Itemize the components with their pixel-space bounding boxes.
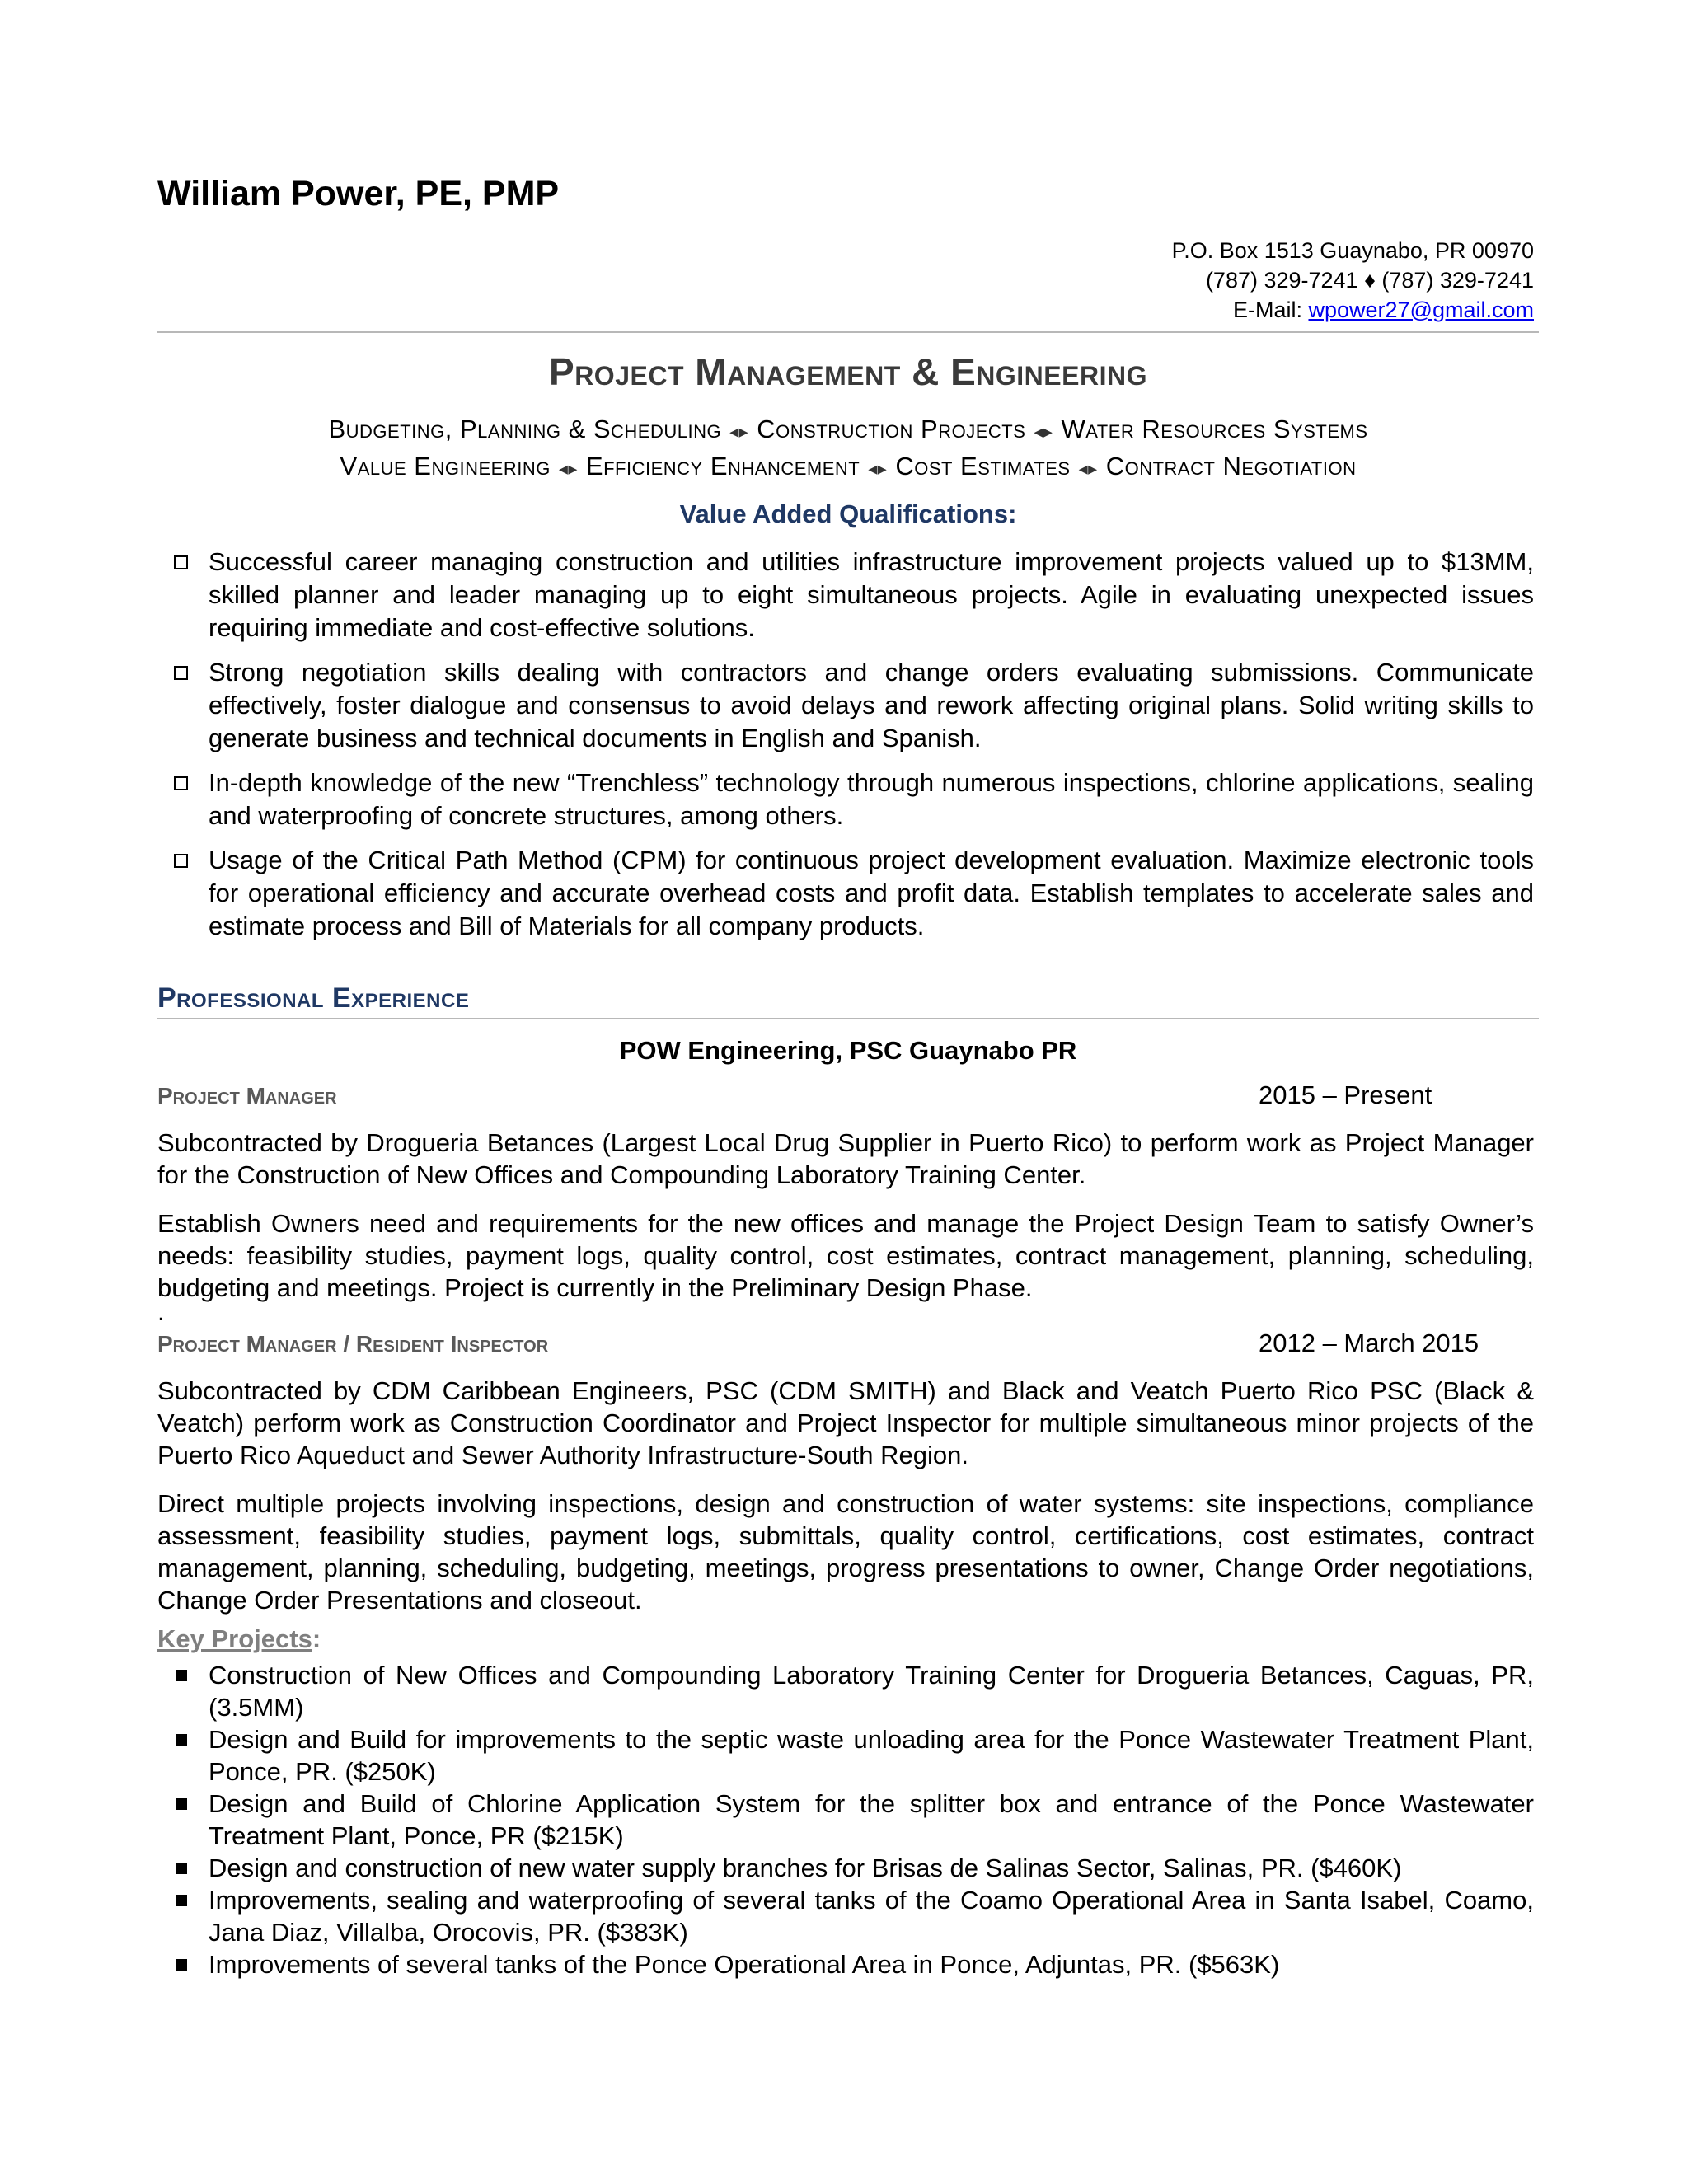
company-name: POW Engineering, PSC Guaynabo PR bbox=[619, 1035, 1077, 1065]
project-item: Construction of New Offices and Compounding Laboratory Training Center for Drogueria Betances, Caguas, PR, (3.5MM) bbox=[157, 1659, 1539, 1723]
project-item: Improvements of several tanks of the Ponce Operational Area in Ponce, Adjuntas, PR. ($563K) bbox=[157, 1948, 1539, 1980]
skills-row-1 bbox=[157, 412, 1539, 449]
square-bullet-icon bbox=[176, 1959, 187, 1971]
skills-banner bbox=[157, 412, 1539, 486]
candidate-name: William Power, PE, PMP bbox=[157, 174, 560, 213]
square-bullet-icon bbox=[176, 1863, 187, 1874]
skill-item: Cost Estimates bbox=[895, 451, 1071, 480]
checkbox-bullet-icon bbox=[174, 666, 188, 680]
email-line bbox=[157, 295, 1534, 325]
role-header bbox=[157, 1329, 1539, 1358]
contact-block bbox=[157, 236, 1539, 325]
project-item: Design and Build of Chlorine Application System for the splitter box and entrance of the Ponce Wastewater Treatment Plant, Ponce, PR ($215K) bbox=[157, 1788, 1539, 1852]
checkbox-bullet-icon bbox=[174, 854, 188, 868]
skill-item: Budgeting, Planning & Scheduling bbox=[328, 414, 722, 443]
role-title: Project Manager bbox=[157, 1082, 337, 1108]
role-dates: 2015 – Present bbox=[1259, 1080, 1432, 1109]
qualification-item: In-depth knowledge of the new “Trenchless” technology through numerous inspections, chlorine applications, sealing and waterproofing of concrete structures, among others. bbox=[157, 766, 1539, 832]
email-label: E-Mail: bbox=[1232, 297, 1309, 322]
skill-separator-icon: ◂▸ bbox=[868, 457, 888, 479]
skill-separator-icon: ◂▸ bbox=[558, 457, 578, 479]
qualification-item: Successful career managing construction and utilities infrastructure improvement projects valued up to $13MM, skilled planner and leader managing up to eight simultaneous projects. Agile in evaluating unexpected issues requiring immediate and cost-effective solutions. bbox=[157, 546, 1539, 644]
skill-item: Construction Projects bbox=[757, 414, 1026, 443]
resume-page bbox=[157, 173, 1539, 1980]
skill-separator-icon: ◂▸ bbox=[729, 420, 749, 442]
skill-item: Water Resources Systems bbox=[1061, 414, 1368, 443]
email-link[interactable]: wpower27@gmail.com bbox=[1308, 297, 1534, 322]
square-bullet-icon bbox=[176, 1895, 187, 1906]
role-description: Direct multiple projects involving inspections, design and construction of water systems: site inspections, compliance assessment, feasibility studies, payment logs, submittals, quality control, certifications, cost estimates, contract management, planning, scheduling, budgeting, meetings, progress presentations to owner, Change Order negotiations, Change Order Presentations and closeout. bbox=[157, 1488, 1534, 1615]
qualification-item: Usage of the Critical Path Method (CPM) for continuous project development evaluation. Maximize electronic tools for operational efficiency and accurate overhead costs and profit data. Establish templates to accelerate sales and estimate process and Bill of Materials for all company products. bbox=[157, 844, 1539, 943]
experience-divider bbox=[157, 1018, 1539, 1019]
qualification-item: Strong negotiation skills dealing with contractors and change orders evaluating submissions. Communicate effectively, foster dialogue and consensus to avoid delays and rework affecting original plans. Solid writing skills to generate business and technical documents in English and Spanish. bbox=[157, 656, 1539, 755]
experience-section-title: Professional Experience bbox=[157, 982, 470, 1014]
stray-period: . bbox=[157, 1296, 165, 1326]
role-dates: 2012 – March 2015 bbox=[1259, 1328, 1479, 1357]
key-projects-title: Key Projects: bbox=[157, 1624, 321, 1653]
square-bullet-icon bbox=[176, 1798, 187, 1810]
header-divider bbox=[157, 331, 1539, 333]
role-description: Establish Owners need and requirements for the new offices and manage the Project Design Team to satisfy Owner’s needs: feasibility studies, payment logs, quality control, cost estimates, contract management, planning, scheduling, budgeting and meetings. Project is currently in the Preliminary Design Phase. bbox=[157, 1208, 1534, 1302]
skill-item: Contract Negotiation bbox=[1105, 451, 1357, 480]
skills-row-2 bbox=[157, 449, 1539, 486]
skill-item: Value Engineering bbox=[340, 451, 551, 480]
project-item: Design and Build for improvements to the septic waste unloading area for the Ponce Wastewater Treatment Plant, Ponce, PR. ($250K) bbox=[157, 1723, 1539, 1788]
checkbox-bullet-icon bbox=[174, 776, 188, 790]
checkbox-bullet-icon bbox=[174, 555, 188, 569]
skill-separator-icon: ◂▸ bbox=[1034, 420, 1053, 442]
square-bullet-icon bbox=[176, 1670, 187, 1681]
address: P.O. Box 1513 Guaynabo, PR 00970 bbox=[1171, 237, 1534, 263]
qualifications-list bbox=[157, 546, 1539, 943]
skill-separator-icon: ◂▸ bbox=[1078, 457, 1098, 479]
project-item: Design and construction of new water supply branches for Brisas de Salinas Sector, Salinas, PR. ($460K) bbox=[157, 1852, 1539, 1884]
role-header bbox=[157, 1080, 1539, 1110]
square-bullet-icon bbox=[176, 1734, 187, 1746]
project-item: Improvements, sealing and waterproofing of several tanks of the Coamo Operational Area in Santa Isabel, Coamo, Jana Diaz, Villalba, Orocovis, PR. ($383K) bbox=[157, 1884, 1539, 1948]
phone-line: (787) 329-7241 ♦ (787) 329-7241 bbox=[1205, 267, 1534, 293]
role-description: Subcontracted by CDM Caribbean Engineers, PSC (CDM SMITH) and Black and Veatch Puerto Rico PSC (Black & Veatch) perform work as Construction Coordinator and Project Inspector for multiple simultaneous minor projects of the Puerto Rico Aqueduct and Sewer Authority Infrastructure-South Region. bbox=[157, 1376, 1534, 1469]
key-projects-list bbox=[157, 1659, 1539, 1980]
role-description: Subcontracted by Drogueria Betances (Largest Local Drug Supplier in Puerto Rico) to perform work as Project Manager for the Construction of New Offices and Compounding Laboratory Training Center. bbox=[157, 1127, 1534, 1189]
role-title: Project Manager / Resident Inspector bbox=[157, 1330, 549, 1357]
professional-headline: Project Management & Engineering bbox=[549, 349, 1147, 393]
qualifications-title: Value Added Qualifications: bbox=[679, 499, 1017, 528]
skill-item: Efficiency Enhancement bbox=[585, 451, 860, 480]
